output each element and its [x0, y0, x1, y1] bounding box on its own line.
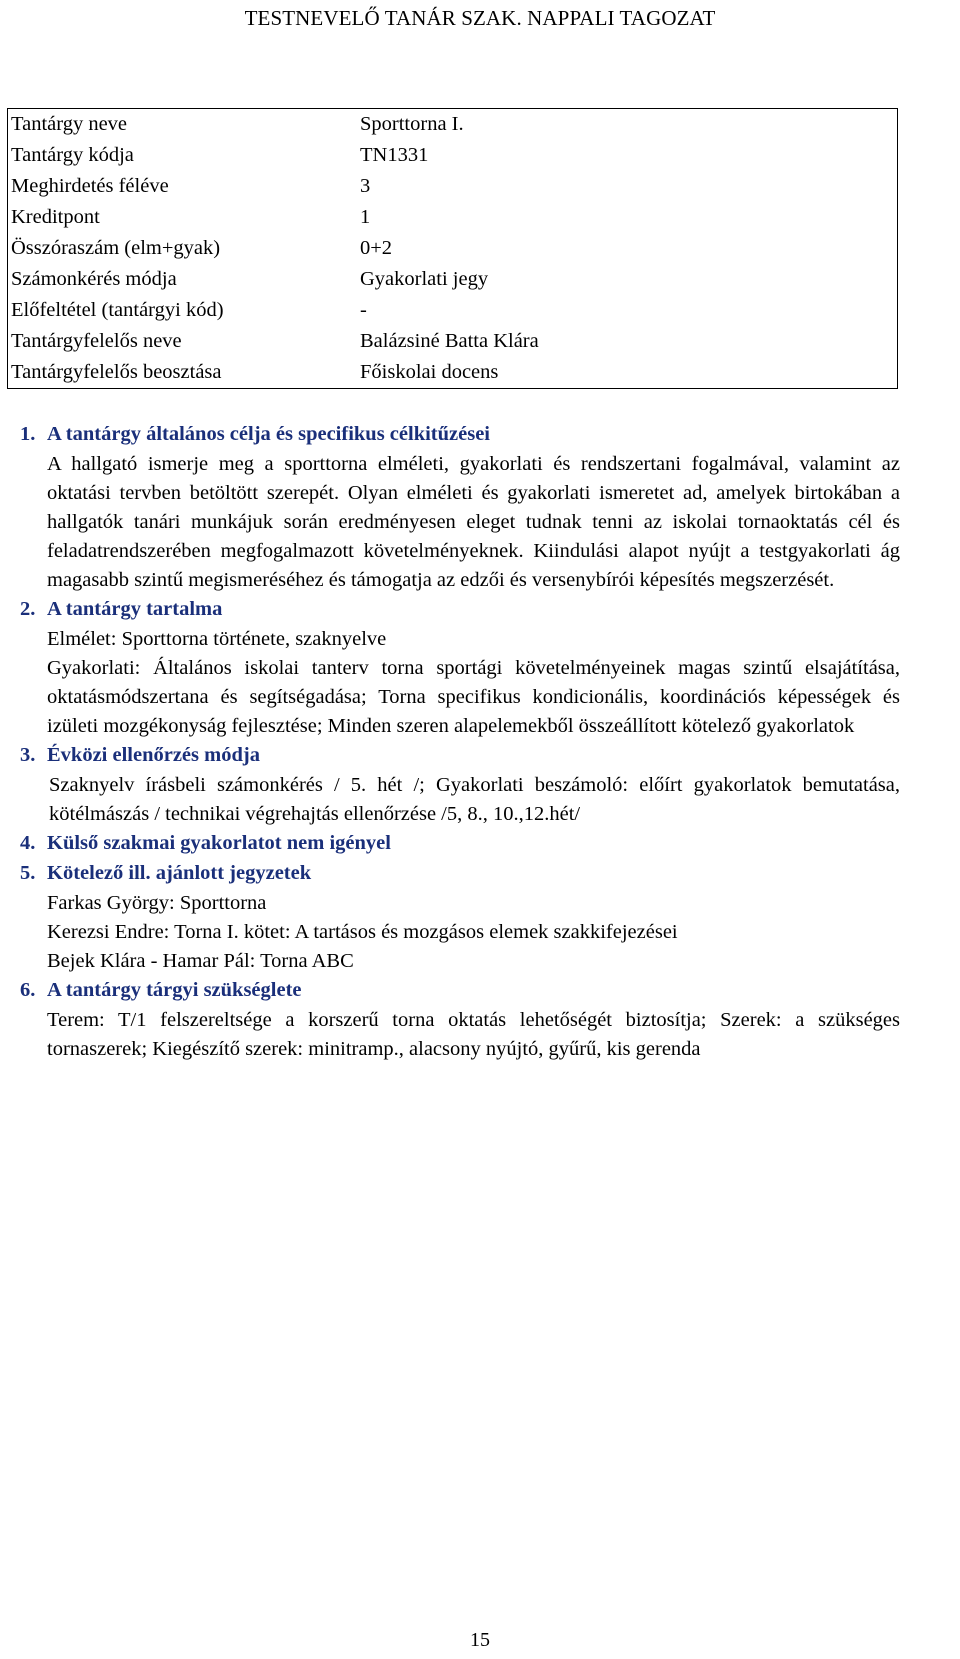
info-value: Balázsiné Batta Klára: [360, 330, 539, 352]
info-label: Számonkérés módja: [11, 268, 177, 290]
list-item: Kerezsi Endre: Torna I. kötet: A tartásos és mozgásos elemek szakkifejezései: [47, 921, 678, 943]
table-row: [8, 326, 898, 357]
info-value: -: [360, 299, 367, 321]
section-heading: [20, 595, 900, 625]
assessment-text: Szaknyelv írásbeli számonkérés / 5. hét /; Gyakorlati beszámoló: előírt gyakorlatok bemutatása, kötélmászás / technikai végrehajtás ellenőrzése /5, 8., 10.,12.hét/: [49, 774, 900, 825]
info-value: Gyakorlati jegy: [360, 268, 489, 290]
info-label: Tantárgyfelelős neve: [11, 330, 182, 352]
reading-list: [47, 889, 900, 976]
table-row: [8, 295, 898, 326]
info-value: TN1331: [360, 144, 429, 166]
info-value: Főiskolai docens: [360, 361, 499, 383]
section-heading: [20, 420, 900, 450]
equipment-text: Terem: T/1 felszereltsége a korszerű torna oktatás lehetőségét biztosítja; Szerek: a szükséges tornaszerek; Kiegészítő szerek: minitramp., alacsony nyújtó, gyűrű, kis gerenda: [47, 1009, 900, 1060]
table-row: [8, 109, 898, 141]
course-description: [20, 420, 900, 1064]
section-number: 5.: [20, 862, 36, 884]
page-header: TESTNEVELŐ TANÁR SZAK. NAPPALI TAGOZAT: [244, 6, 716, 30]
section-number: 2.: [20, 598, 36, 620]
table-row: [8, 202, 898, 233]
practice-text: Gyakorlati: Általános iskolai tanterv torna sportági követelményeinek magas szintű elsajátítása, oktatásmódszertana és segítségadása; Torna specifikus kondicionális, koordinációs képességek és izületi mozgékonyság fejlesztése; Minden szeren alapelemekből összeállított kötelező gyakorlatok: [47, 657, 900, 737]
list-item: Bejek Klára - Hamar Pál: Torna ABC: [47, 950, 354, 972]
info-value: 3: [360, 175, 371, 197]
page-number: 15: [470, 1629, 490, 1651]
section-title: A tantárgy tartalma: [47, 598, 223, 620]
section-heading: [20, 741, 900, 771]
info-label: Kreditpont: [11, 206, 100, 228]
section-number: 1.: [20, 423, 36, 445]
list-item: Farkas György: Sporttorna: [47, 892, 267, 914]
table-row: [8, 357, 898, 389]
table-row: [8, 140, 898, 171]
objectives-text: A hallgató ismerje meg a sporttorna elméleti, gyakorlati és rendszertani fogalmával, valamint az oktatási tervben betöltött szerepét. Olyan elméleti és gyakorlati ismeretet ad, amelyek birtokában a hallgatók tanári munkájuk során eredményesen eleget tudnak tenni az iskolai tornaoktatás cél és feladatrendszerében megfogalmazott követelményeknek. Kiindulási alapot nyújt a testgyakorlati ág magasabb szintű megismeréséhez és támogatja az edzői és versenybírói képesítés megszerzését.: [47, 453, 900, 591]
section-title: Kötelező ill. ajánlott jegyzetek: [47, 862, 312, 884]
section-number: 3.: [20, 744, 36, 766]
info-label: Tantárgy kódja: [11, 144, 134, 166]
course-info-table: [7, 108, 898, 389]
section-number: 4.: [20, 832, 36, 854]
section-heading: [20, 829, 900, 859]
info-value: 1: [360, 206, 371, 228]
section-number: 6.: [20, 979, 36, 1001]
theory-text: Elmélet: Sporttorna története, szaknyelve: [47, 628, 387, 650]
info-label: Tantárgy neve: [11, 113, 128, 135]
info-label: Meghirdetés féléve: [11, 175, 169, 197]
table-row: [8, 264, 898, 295]
table-row: [8, 233, 898, 264]
table-row: [8, 171, 898, 202]
section-title: A tantárgy általános célja és specifikus célkitűzései: [47, 423, 490, 445]
section-heading: [20, 859, 900, 889]
section-heading: [20, 976, 900, 1006]
info-label: Összóraszám (elm+gyak): [11, 237, 221, 259]
info-value: 0+2: [360, 237, 393, 259]
info-label: Előfeltétel (tantárgyi kód): [11, 299, 224, 321]
section-title: Külső szakmai gyakorlatot nem igényel: [47, 832, 391, 854]
section-title: A tantárgy tárgyi szükséglete: [47, 979, 302, 1001]
info-value: Sporttorna I.: [360, 113, 464, 135]
section-title: Évközi ellenőrzés módja: [47, 744, 260, 766]
info-label: Tantárgyfelelős beosztása: [11, 361, 222, 383]
